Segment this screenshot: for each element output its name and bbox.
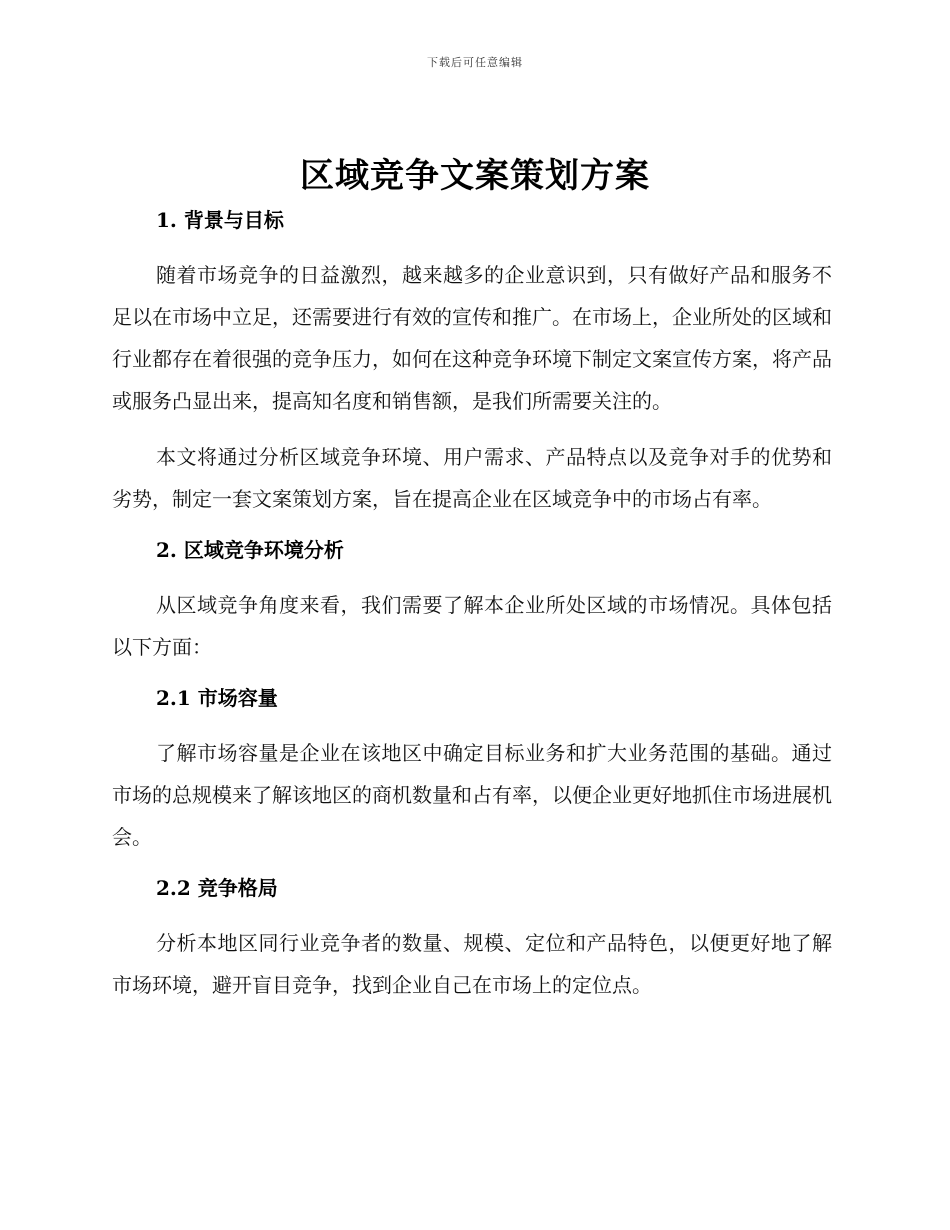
section-2-2-heading: 2.2 竞争格局 [156, 876, 278, 900]
section-1-paragraph-2: 本文将通过分析区域竞争环境、用户需求、产品特点以及竞争对手的优势和劣势，制定一套文案策划方案，旨在提高企业在区域竞争中的市场占有率。 [112, 445, 832, 511]
section-2-2-paragraph-1: 分析本地区同行业竞争者的数量、规模、定位和产品特色，以便更好地了解市场环境，避开盲目竞争，找到企业自己在市场上的定位点。 [112, 931, 832, 997]
section-2-1-paragraph-1: 了解市场容量是企业在该地区中确定目标业务和扩大业务范围的基础。通过市场的总规模来了解该地区的商机数量和占有率，以便企业更好地抓住市场进展机会。 [112, 741, 832, 849]
document-body [112, 204, 832, 1006]
document-title: 区域竞争文案策划方案 [300, 156, 650, 196]
section-2-1-heading: 2.1 市场容量 [156, 686, 278, 710]
section-2-paragraph-1: 从区域竞争角度来看，我们需要了解本企业所处区域的市场情况。具体包括以下方面： [112, 593, 832, 659]
section-2-heading: 2. 区域竞争环境分析 [156, 538, 344, 562]
section-1-heading: 1. 背景与目标 [156, 208, 284, 232]
section-1-paragraph-1: 随着市场竞争的日益激烈，越来越多的企业意识到，只有做好产品和服务不足以在市场中立足，还需要进行有效的宣传和推广。在市场上，企业所处的区域和行业都存在着很强的竞争压力，如何在这种竞争环境下制定文案宣传方案，将产品或服务凸显出来，提高知名度和销售额，是我们所需要关注的。 [112, 263, 832, 413]
header-note: 下载后可任意编辑 [427, 56, 523, 69]
